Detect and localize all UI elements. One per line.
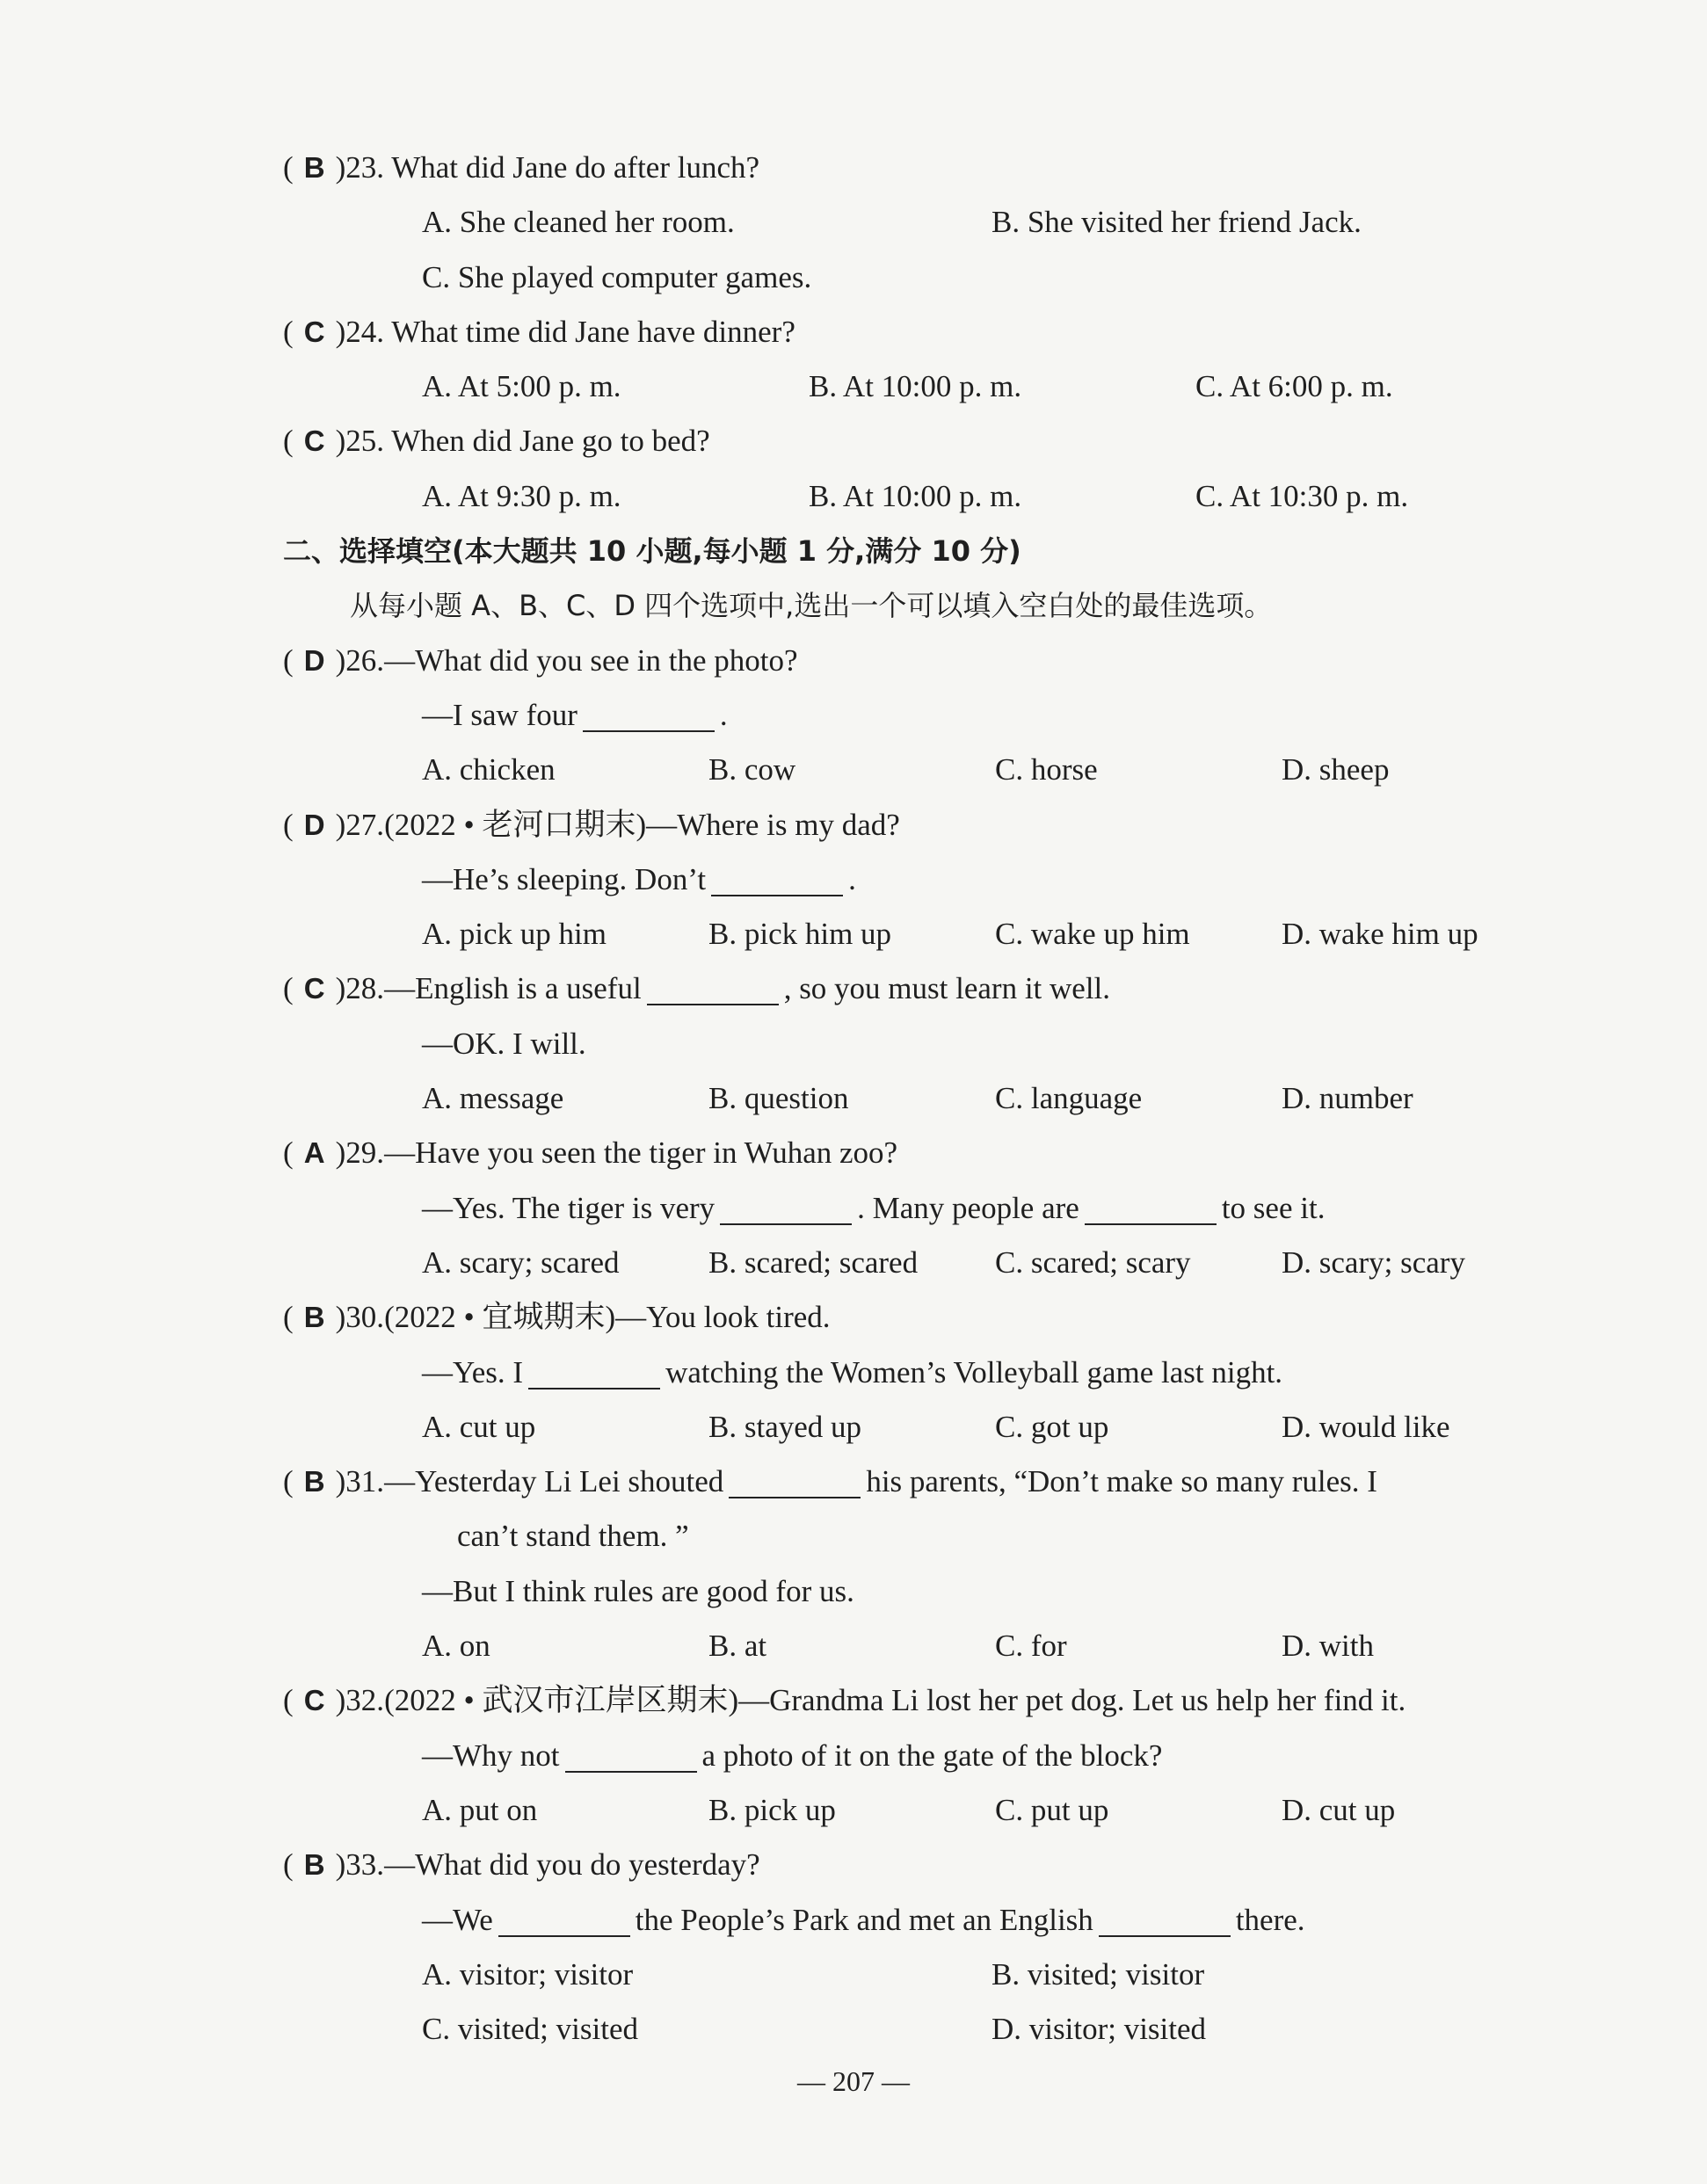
answer-32: C (303, 1684, 325, 1717)
option-29-a: A. scary; scared (422, 1244, 620, 1280)
qnum-27: )27. (335, 807, 385, 842)
blank-line (498, 1934, 630, 1937)
question-30 (283, 1290, 1637, 1345)
paren-open: ( (283, 1847, 294, 1883)
option-24-b: B. At 10:00 p. m. (809, 369, 1022, 404)
paren-open: ( (283, 807, 294, 842)
paren-open: ( (283, 1300, 294, 1335)
option-23-c: C. She played computer games. (422, 259, 812, 294)
options-27 (283, 907, 1637, 961)
question-24 (283, 305, 1637, 359)
question-25 (283, 414, 1637, 468)
paren-open: ( (283, 424, 294, 459)
option-33-d: D. visitor; visited (992, 2012, 1207, 2047)
question-text-30: (2022 • 宜城期末)—You look tired. (384, 1300, 831, 1335)
question-29 (283, 1126, 1637, 1180)
question-31 (283, 1455, 1637, 1509)
page-content (283, 141, 1637, 2057)
option-25-a: A. At 9:30 p. m. (422, 478, 621, 513)
options-33-row2 (283, 2002, 1637, 2057)
options-26 (283, 743, 1637, 797)
options-32 (283, 1783, 1637, 1838)
option-27-c: C. wake up him (995, 917, 1190, 952)
paren-open: ( (283, 1683, 294, 1718)
options-28 (283, 1071, 1637, 1126)
question-text-25: When did Jane go to bed? (391, 424, 710, 459)
question-27 (283, 798, 1637, 853)
blank-line (729, 1496, 861, 1498)
option-28-d: D. number (1282, 1081, 1413, 1116)
options-29 (283, 1236, 1637, 1290)
question-text-29: —Have you seen the tiger in Wuhan zoo? (384, 1136, 898, 1171)
qnum-26: )26. (335, 642, 385, 678)
text-27-b: . (848, 861, 856, 896)
qnum-30: )30. (335, 1300, 385, 1335)
option-31-d: D. with (1282, 1629, 1374, 1664)
qnum-33: )33. (335, 1847, 385, 1883)
option-23-b: B. She visited her friend Jack. (992, 205, 1362, 240)
question-33 (283, 1838, 1637, 1892)
paren-open: ( (283, 314, 294, 349)
option-26-b: B. cow (708, 752, 796, 787)
blank-line (528, 1387, 660, 1389)
question-31-line2: can’t stand them. ” (457, 1519, 689, 1554)
qnum-32: )32. (335, 1683, 385, 1718)
question-30-line2 (283, 1346, 1637, 1400)
option-26-a: A. chicken (422, 752, 556, 787)
question-26-line2 (283, 688, 1637, 743)
options-33-row1 (283, 1948, 1637, 2002)
option-33-b: B. visited; visitor (992, 1956, 1205, 1992)
question-text-32: (2022 • 武汉市江岸区期末)—Grandma Li lost her pet dog. Let us help her find it. (384, 1683, 1406, 1718)
option-25-b: B. At 10:00 p. m. (809, 478, 1022, 513)
option-32-c: C. put up (995, 1792, 1109, 1827)
blank-line (647, 1003, 779, 1005)
option-31-c: C. for (995, 1629, 1067, 1664)
answer-33: B (303, 1848, 325, 1882)
qnum-25: )25. (335, 424, 385, 459)
answer-25: C (303, 424, 325, 458)
answer-30: B (303, 1301, 325, 1334)
answer-23: B (303, 151, 325, 184)
option-27-b: B. pick him up (708, 917, 892, 952)
question-23 (283, 141, 1637, 195)
blank-line (583, 729, 715, 732)
question-text-26: —What did you see in the photo? (384, 642, 798, 678)
option-32-d: D. cut up (1282, 1792, 1396, 1827)
question-28-line2: —OK. I will. (422, 1026, 586, 1061)
option-29-b: B. scared; scared (708, 1244, 919, 1280)
blank-line (720, 1223, 852, 1225)
question-32 (283, 1673, 1637, 1728)
paren-open: ( (283, 642, 294, 678)
option-23-a: A. She cleaned her room. (422, 205, 735, 240)
answer-26: D (303, 643, 325, 677)
text-33-a: —We (422, 1902, 493, 1937)
qnum-24: )24. (335, 314, 385, 349)
answer-24: C (303, 315, 325, 348)
text-32-b: a photo of it on the gate of the block? (701, 1738, 1163, 1773)
question-26 (283, 634, 1637, 688)
options-31 (283, 1619, 1637, 1673)
question-text-24: What time did Jane have dinner? (391, 314, 795, 349)
text-33-c: there. (1235, 1902, 1305, 1937)
text-26-a: —I saw four (422, 697, 577, 732)
qnum-29: )29. (335, 1136, 385, 1171)
option-29-c: C. scared; scary (995, 1244, 1191, 1280)
paren-open: ( (283, 1136, 294, 1171)
option-30-a: A. cut up (422, 1409, 536, 1444)
options-24 (283, 359, 1637, 414)
option-27-d: D. wake him up (1282, 917, 1478, 952)
option-28-b: B. question (708, 1081, 849, 1116)
option-25-c: C. At 10:30 p. m. (1195, 478, 1409, 513)
option-26-d: D. sheep (1282, 752, 1390, 787)
option-31-b: B. at (708, 1629, 767, 1664)
text-29-b: . Many people are (857, 1190, 1079, 1225)
question-text-27: (2022 • 老河口期末)—Where is my dad? (384, 807, 900, 842)
answer-27: D (303, 808, 325, 841)
page-number: — 207 — (797, 2065, 910, 2097)
question-text-31b: his parents, “Don’t make so many rules. I (866, 1464, 1377, 1499)
text-33-b: the People’s Park and met an English (635, 1902, 1093, 1937)
options-23-row1 (283, 195, 1637, 250)
question-text-28b: , so you must learn it well. (783, 971, 1111, 1006)
qnum-31: )31. (335, 1464, 385, 1499)
option-30-c: C. got up (995, 1409, 1109, 1444)
option-28-c: C. language (995, 1081, 1143, 1116)
options-30 (283, 1400, 1637, 1455)
question-31-line3: —But I think rules are good for us. (422, 1573, 854, 1608)
option-26-c: C. horse (995, 752, 1098, 787)
blank-line (565, 1770, 697, 1773)
option-24-c: C. At 6:00 p. m. (1195, 369, 1393, 404)
text-29-a: —Yes. The tiger is very (422, 1190, 715, 1225)
question-32-line2 (283, 1729, 1637, 1783)
options-23-row2 (283, 250, 1637, 305)
section-instruction: 从每小题 A、B、C、D 四个选项中,选出一个可以填入空白处的最佳选项。 (350, 589, 1273, 623)
option-33-a: A. visitor; visitor (422, 1956, 634, 1992)
option-24-a: A. At 5:00 p. m. (422, 369, 621, 404)
answer-29: A (303, 1136, 325, 1170)
option-30-b: B. stayed up (708, 1409, 862, 1444)
qnum-23: )23. (335, 150, 385, 185)
question-text-23: What did Jane do after lunch? (391, 150, 760, 185)
paren-open: ( (283, 150, 294, 185)
question-27-line2 (283, 853, 1637, 907)
section-title: 二、选择填空(本大题共 10 小题,每小题 1 分,满分 10 分) (283, 534, 1021, 569)
blank-line (711, 894, 843, 896)
option-30-d: D. would like (1282, 1409, 1450, 1444)
text-26-b: . (719, 697, 728, 732)
question-33-line2 (283, 1893, 1637, 1948)
option-32-b: B. pick up (708, 1792, 836, 1827)
paren-open: ( (283, 1464, 294, 1499)
text-32-a: —Why not (422, 1738, 560, 1773)
text-30-b: watching the Women’s Volleyball game last night. (665, 1354, 1283, 1389)
question-text-33: —What did you do yesterday? (384, 1847, 760, 1883)
question-28 (283, 961, 1637, 1016)
option-27-a: A. pick up him (422, 917, 607, 952)
option-29-d: D. scary; scary (1282, 1244, 1465, 1280)
question-text-31a: —Yesterday Li Lei shouted (384, 1464, 724, 1499)
options-25 (283, 469, 1637, 524)
qnum-28: )28. (335, 971, 385, 1006)
question-text-28a: —English is a useful (384, 971, 642, 1006)
text-29-c: to see it. (1221, 1190, 1326, 1225)
option-31-a: A. on (422, 1629, 490, 1664)
option-32-a: A. put on (422, 1792, 538, 1827)
text-27-a: —He’s sleeping. Don’t (422, 861, 707, 896)
option-28-a: A. message (422, 1081, 564, 1116)
text-30-a: —Yes. I (422, 1354, 524, 1389)
answer-31: B (303, 1465, 325, 1498)
answer-28: C (303, 972, 325, 1005)
paren-open: ( (283, 971, 294, 1006)
question-29-line2 (283, 1181, 1637, 1236)
option-33-c: C. visited; visited (422, 2012, 638, 2047)
blank-line (1085, 1223, 1217, 1225)
blank-line (1099, 1934, 1231, 1937)
